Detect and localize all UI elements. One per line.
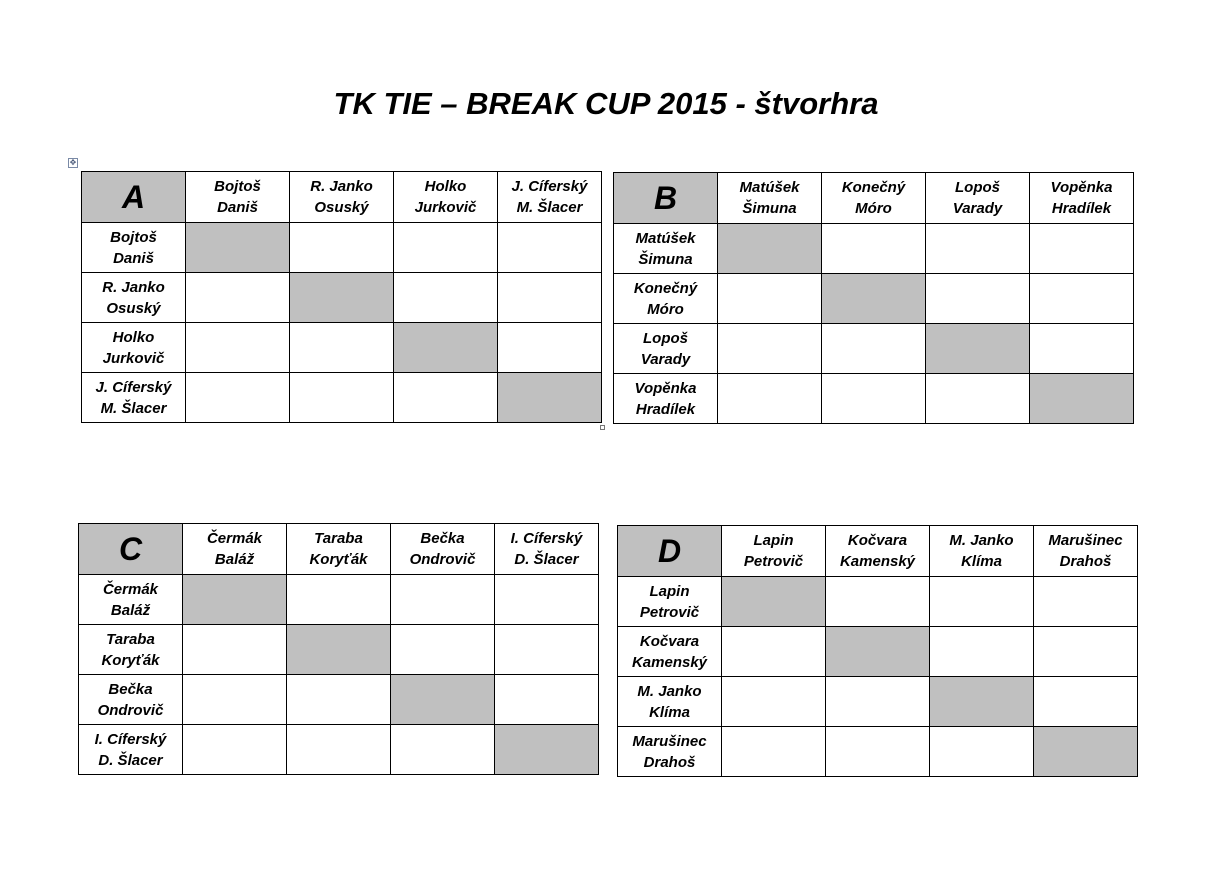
result-cell[interactable] — [290, 373, 394, 423]
column-header-team — [290, 172, 394, 223]
row-header-team — [82, 223, 186, 273]
player-name: M. Šlacer — [100, 399, 167, 417]
result-cell[interactable] — [183, 625, 287, 675]
diagonal-cell — [394, 323, 498, 373]
player-name: Lapin — [753, 532, 794, 549]
diagonal-cell — [822, 274, 926, 324]
column-header-team — [1034, 526, 1138, 577]
diagonal-cell — [290, 273, 394, 323]
group-table-d — [617, 525, 1138, 777]
diagonal-cell — [722, 577, 826, 627]
row-header-team — [614, 374, 718, 424]
result-cell[interactable] — [287, 725, 391, 775]
table-resize-handle[interactable] — [600, 425, 605, 430]
result-cell[interactable] — [495, 575, 599, 625]
result-cell[interactable] — [391, 725, 495, 775]
player-name: M. Šlacer — [516, 199, 583, 216]
player-name: Marušinec — [1048, 532, 1123, 549]
player-name: M. Janko — [637, 682, 702, 700]
group-label: C — [79, 524, 183, 575]
result-cell[interactable] — [391, 625, 495, 675]
player-name: Osuský — [106, 299, 161, 317]
player-name: Varady — [640, 350, 691, 368]
row-header-team — [618, 727, 722, 777]
player-name: Čermák — [102, 580, 159, 598]
result-cell[interactable] — [1030, 324, 1134, 374]
result-cell[interactable] — [287, 575, 391, 625]
row-header-team — [82, 373, 186, 423]
player-name: D. Šlacer — [514, 551, 579, 568]
row-header-team — [79, 625, 183, 675]
column-header-team — [926, 173, 1030, 224]
table-row — [82, 323, 602, 373]
player-name: Móro — [647, 300, 684, 318]
diagonal-cell — [498, 373, 602, 423]
column-header-team — [183, 524, 287, 575]
player-name: D. Šlacer — [98, 751, 163, 769]
move-cross-icon[interactable]: ✥ — [69, 158, 77, 167]
diagonal-cell — [495, 725, 599, 775]
table-row — [82, 273, 602, 323]
table-row — [79, 625, 599, 675]
player-name: J. Cíferský — [511, 178, 588, 195]
player-name: Klíma — [961, 553, 1002, 570]
row-header-team — [82, 273, 186, 323]
result-cell[interactable] — [1030, 274, 1134, 324]
result-cell[interactable] — [722, 677, 826, 727]
diagonal-cell — [718, 224, 822, 274]
diagonal-cell — [826, 627, 930, 677]
row-header-team — [614, 274, 718, 324]
player-name: Šimuna — [742, 200, 797, 217]
player-name: Konečný — [633, 279, 698, 297]
player-name: Jurkovič — [414, 199, 477, 216]
column-header-team — [822, 173, 926, 224]
row-header-team — [618, 577, 722, 627]
table-row — [618, 627, 1138, 677]
player-name: Matúšek — [635, 229, 696, 247]
result-cell[interactable] — [822, 324, 926, 374]
player-name: Jurkovič — [102, 349, 165, 367]
player-name: Móro — [855, 200, 892, 217]
result-cell[interactable] — [1030, 224, 1134, 274]
diagonal-cell — [183, 575, 287, 625]
diagonal-cell — [1030, 374, 1134, 424]
result-cell[interactable] — [394, 273, 498, 323]
column-header-team — [498, 172, 602, 223]
result-cell[interactable] — [718, 324, 822, 374]
player-name: I. Cíferský — [510, 530, 583, 547]
player-name: Bojtoš — [110, 228, 157, 246]
player-name: Vopěnka — [634, 379, 697, 397]
row-header-team — [614, 224, 718, 274]
player-name: M. Janko — [949, 532, 1014, 549]
result-cell[interactable] — [930, 627, 1034, 677]
table-row — [79, 675, 599, 725]
group-table-c — [78, 523, 599, 775]
player-name: I. Cíferský — [94, 730, 167, 748]
group-table-b — [613, 172, 1134, 424]
player-name: Bečka — [108, 680, 153, 698]
result-cell[interactable] — [498, 273, 602, 323]
column-header-team — [394, 172, 498, 223]
table-row — [614, 224, 1134, 274]
player-name: Petrovič — [639, 603, 700, 621]
player-name: Koryťák — [101, 651, 160, 669]
column-header-team — [722, 526, 826, 577]
row-header-team — [79, 725, 183, 775]
player-name: R. Janko — [102, 278, 165, 296]
result-cell[interactable] — [183, 675, 287, 725]
result-cell[interactable] — [926, 274, 1030, 324]
row-header-team — [618, 627, 722, 677]
result-cell[interactable] — [718, 274, 822, 324]
diagonal-cell — [287, 625, 391, 675]
diagonal-cell — [926, 324, 1030, 374]
result-cell[interactable] — [498, 323, 602, 373]
player-name: Osuský — [314, 199, 369, 216]
result-cell[interactable] — [826, 727, 930, 777]
result-cell[interactable] — [186, 323, 290, 373]
player-name: Marušinec — [632, 732, 707, 750]
group-label: B — [614, 173, 718, 224]
result-cell[interactable] — [186, 373, 290, 423]
player-name: Kočvara — [639, 632, 700, 650]
player-name: Drahoš — [643, 753, 696, 771]
table-row — [618, 727, 1138, 777]
player-name: Koryťák — [309, 551, 368, 568]
player-name: Baláž — [214, 551, 255, 568]
column-header-team — [826, 526, 930, 577]
column-header-team — [391, 524, 495, 575]
table-row — [618, 677, 1138, 727]
column-header-team — [287, 524, 391, 575]
player-name: J. Cíferský — [95, 378, 172, 396]
player-name: Ondrovič — [409, 551, 476, 568]
result-cell[interactable] — [826, 677, 930, 727]
table-row — [618, 577, 1138, 627]
table-row — [79, 725, 599, 775]
player-name: Holko — [112, 328, 155, 346]
player-name: Kamenský — [839, 553, 916, 570]
group-table-a — [81, 171, 602, 423]
row-header-team — [79, 675, 183, 725]
result-cell[interactable] — [1034, 677, 1138, 727]
result-cell[interactable] — [495, 675, 599, 725]
player-name: Holko — [424, 178, 467, 195]
table-row — [82, 373, 602, 423]
row-header-team — [614, 324, 718, 374]
row-header-team — [82, 323, 186, 373]
result-cell[interactable] — [1034, 627, 1138, 677]
result-cell[interactable] — [186, 273, 290, 323]
table-row — [82, 223, 602, 273]
result-cell[interactable] — [722, 727, 826, 777]
table-row — [614, 374, 1134, 424]
row-header-team — [618, 677, 722, 727]
player-name: Klíma — [649, 703, 690, 721]
diagonal-cell — [1034, 727, 1138, 777]
diagonal-cell — [391, 675, 495, 725]
player-name: Vopěnka — [1050, 179, 1113, 196]
player-name: Bečka — [420, 530, 465, 547]
result-cell[interactable] — [394, 373, 498, 423]
column-header-team — [930, 526, 1034, 577]
player-name: Petrovič — [743, 553, 804, 570]
player-name: Lopoš — [643, 329, 688, 347]
group-label: D — [618, 526, 722, 577]
player-name: R. Janko — [310, 178, 373, 195]
player-name: Lopoš — [955, 179, 1000, 196]
diagonal-cell — [186, 223, 290, 273]
player-name: Hradílek — [1051, 200, 1112, 217]
column-header-team — [495, 524, 599, 575]
result-cell[interactable] — [1034, 577, 1138, 627]
player-name: Taraba — [314, 530, 363, 547]
player-name: Varady — [952, 200, 1003, 217]
result-cell[interactable] — [290, 323, 394, 373]
table-row — [79, 575, 599, 625]
result-cell[interactable] — [822, 224, 926, 274]
result-cell[interactable] — [391, 575, 495, 625]
column-header-team — [718, 173, 822, 224]
player-name: Hradílek — [635, 400, 696, 418]
result-cell[interactable] — [183, 725, 287, 775]
result-cell[interactable] — [926, 374, 1030, 424]
table-row — [614, 324, 1134, 374]
result-cell[interactable] — [926, 224, 1030, 274]
player-name: Baláž — [110, 601, 151, 619]
player-name: Daniš — [217, 199, 258, 216]
row-header-team — [79, 575, 183, 625]
result-cell[interactable] — [826, 577, 930, 627]
result-cell[interactable] — [290, 223, 394, 273]
result-cell[interactable] — [495, 625, 599, 675]
diagonal-cell — [930, 677, 1034, 727]
result-cell[interactable] — [498, 223, 602, 273]
result-cell[interactable] — [394, 223, 498, 273]
column-header-team — [186, 172, 290, 223]
player-name: Matúšek — [739, 179, 800, 196]
player-name: Konečný — [841, 179, 906, 196]
player-name: Lapin — [649, 582, 690, 600]
player-name: Ondrovič — [97, 701, 164, 719]
result-cell[interactable] — [718, 374, 822, 424]
table-row — [614, 274, 1134, 324]
player-name: Bojtoš — [214, 178, 261, 195]
column-header-team — [1030, 173, 1134, 224]
result-cell[interactable] — [722, 627, 826, 677]
player-name: Kamenský — [631, 653, 708, 671]
result-cell[interactable] — [287, 675, 391, 725]
result-cell[interactable] — [822, 374, 926, 424]
player-name: Daniš — [113, 249, 154, 267]
player-name: Čermák — [206, 530, 263, 547]
page-title: TK TIE – BREAK CUP 2015 - štvorhra — [333, 86, 879, 121]
player-name: Šimuna — [638, 250, 693, 268]
player-name: Kočvara — [847, 532, 908, 549]
result-cell[interactable] — [930, 727, 1034, 777]
group-label: A — [82, 172, 186, 223]
result-cell[interactable] — [930, 577, 1034, 627]
player-name: Drahoš — [1059, 553, 1112, 570]
player-name: Taraba — [106, 630, 155, 648]
